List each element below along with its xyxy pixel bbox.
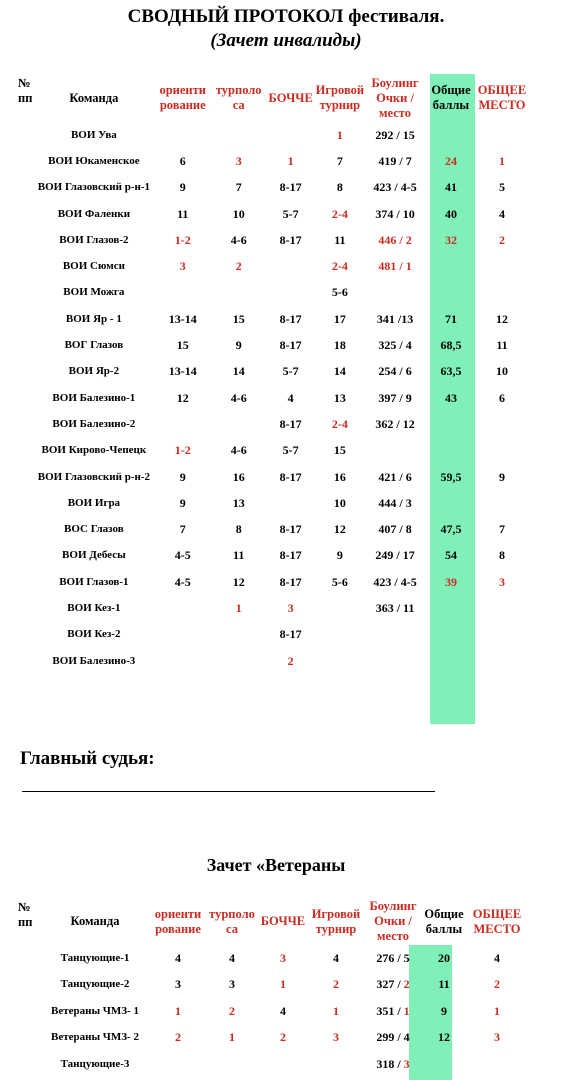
table-row [18, 253, 528, 279]
cell-total: 63,5 [440, 364, 462, 379]
team-name: ВОИ Кирово-Чепецк [41, 444, 147, 457]
cell-orient: 9 [179, 495, 186, 510]
cell-bowling: 397 / 9 [378, 390, 412, 405]
chief-judge-label: Главный судья: [20, 748, 155, 769]
cell-place: 2 [494, 977, 500, 992]
cell-game: 2-4 [331, 259, 348, 274]
column-header: Команда [70, 914, 120, 928]
table-row [18, 332, 528, 358]
cell-game: 12 [333, 522, 346, 537]
cell-turpolosa: 2 [229, 1003, 235, 1018]
cell-turpolosa: 4-6 [230, 232, 247, 247]
cell-orient [154, 595, 212, 621]
cell-place: 5 [498, 180, 505, 195]
cell-turpolosa: 13 [232, 495, 245, 510]
team-name: ВОИ Глазовский р-н-1 [37, 181, 150, 194]
cell-place [476, 438, 528, 464]
cell-bocce: 8-17 [279, 548, 302, 563]
cell-bowling: 407 / 8 [378, 522, 412, 537]
cell-game: 8 [336, 180, 343, 195]
team-name: ВОИ Глазовский р-н-2 [37, 470, 150, 483]
row-number [18, 945, 40, 972]
cell-game: 7 [336, 153, 343, 168]
column-header: ОБЩЕЕ МЕСТО [472, 906, 522, 936]
cell-bowling [364, 1051, 422, 1078]
row-number [18, 122, 34, 148]
table-row [18, 945, 528, 972]
cell-bowling [364, 998, 422, 1025]
cell-place: 8 [498, 548, 505, 563]
cell-bocce: 5-7 [282, 443, 299, 458]
cell-bocce: 4 [287, 390, 294, 405]
column-header: турполо са [215, 83, 262, 112]
cell-place [476, 280, 528, 306]
table-header-row [18, 898, 528, 945]
cell-turpolosa: 10 [232, 206, 245, 221]
row-number [18, 648, 34, 674]
cell-bowling: 363 / 11 [375, 600, 415, 615]
cell-bowling [364, 972, 422, 999]
cell-bowling [364, 648, 426, 674]
cell-orient: 4 [175, 950, 181, 965]
cell-bocce: 8-17 [279, 180, 302, 195]
row-number [18, 516, 34, 542]
bowling-points: 276 / [376, 950, 404, 965]
cell-turpolosa: 16 [232, 469, 245, 484]
cell-bocce: 8-17 [279, 522, 302, 537]
cell-turpolosa: 8 [235, 522, 242, 537]
table-row [18, 569, 528, 595]
cell-orient [154, 122, 212, 148]
cell-total: 32 [444, 232, 457, 247]
cell-total: 41 [444, 180, 457, 195]
cell-turpolosa: 12 [232, 574, 245, 589]
cell-bowling: 446 / 2 [378, 232, 412, 247]
column-header: Боулинг Очки / место [369, 899, 417, 943]
cell-place: 3 [494, 1030, 500, 1045]
cell-bowling: 421 / 6 [378, 469, 412, 484]
cell-turpolosa: 9 [235, 338, 242, 353]
cell-bowling: 362 / 12 [375, 416, 415, 431]
cell-bowling [364, 280, 426, 306]
cell-place [466, 1051, 528, 1078]
cell-bocce: 1 [287, 153, 294, 168]
cell-turpolosa: 1 [229, 1030, 235, 1045]
cell-total [426, 438, 476, 464]
cell-game [316, 622, 364, 648]
cell-bowling [364, 438, 426, 464]
cell-total [422, 1051, 466, 1078]
cell-orient [154, 648, 212, 674]
cell-bowling: 423 / 4-5 [373, 574, 417, 589]
team-name: ВОИ Ува [70, 128, 117, 141]
table-row [18, 359, 528, 385]
cell-total: 24 [444, 153, 457, 168]
cell-game [308, 1051, 364, 1078]
bowling-points: 327 / [376, 977, 404, 992]
cell-orient: 4-5 [174, 574, 191, 589]
cell-bocce [266, 253, 316, 279]
team-name: ВОИ Яр-2 [68, 365, 120, 378]
cell-total: 59,5 [440, 469, 462, 484]
cell-place [476, 411, 528, 437]
cell-orient: 1 [175, 1003, 181, 1018]
row-number [18, 1051, 40, 1078]
cell-total: 54 [444, 548, 457, 563]
cell-game: 10 [333, 495, 346, 510]
cell-turpolosa [212, 411, 266, 437]
table-row [18, 490, 528, 516]
cell-bocce: 3 [280, 950, 286, 965]
row-number [18, 175, 34, 201]
bowling-points: 299 / [376, 1030, 404, 1045]
cell-game: 16 [333, 469, 346, 484]
cell-bocce: 8-17 [279, 574, 302, 589]
table-row [18, 648, 528, 674]
cell-bowling: 254 / 6 [378, 364, 412, 379]
column-header: Игровой турнир [311, 906, 361, 936]
cell-orient [154, 411, 212, 437]
cell-bocce: 8-17 [279, 338, 302, 353]
cell-total: 40 [444, 206, 457, 221]
cell-place [476, 253, 528, 279]
cell-orient: 6 [179, 153, 186, 168]
cell-turpolosa: 1 [235, 600, 242, 615]
cell-turpolosa: 3 [235, 153, 242, 168]
cell-orient [154, 280, 212, 306]
cell-total: 71 [444, 311, 457, 326]
cell-place: 7 [498, 522, 505, 537]
cell-total: 9 [441, 1003, 447, 1018]
cell-bocce: 4 [280, 1003, 286, 1018]
cell-total [426, 411, 476, 437]
row-number [18, 569, 34, 595]
cell-place: 4 [498, 206, 505, 221]
cell-turpolosa: 11 [233, 548, 245, 563]
row-number [18, 359, 34, 385]
cell-orient: 4-5 [174, 548, 191, 563]
cell-orient: 7 [179, 522, 186, 537]
cell-game: 1 [336, 127, 343, 142]
column-header: ориенти рование [154, 906, 202, 936]
cell-orient: 9 [179, 469, 186, 484]
table-row [18, 438, 528, 464]
column-header: ОБЩЕЕ МЕСТО [477, 83, 527, 112]
bowling-place: 5 [403, 950, 410, 965]
results-table-disabled [18, 74, 528, 674]
cell-turpolosa [212, 122, 266, 148]
cell-orient: 9 [179, 180, 186, 195]
column-header: № пп [18, 76, 33, 105]
cell-place: 11 [496, 338, 508, 353]
cell-bocce: 2 [287, 653, 294, 668]
team-name: ВОИ Кез-1 [67, 601, 121, 614]
table-row [18, 998, 528, 1025]
team-name: ВОГ Глазов [64, 339, 124, 352]
row-number [18, 385, 34, 411]
cell-game: 1 [333, 1003, 339, 1018]
cell-bowling: 423 / 4-5 [373, 180, 417, 195]
cell-bocce [266, 280, 316, 306]
cell-orient: 13-14 [168, 364, 197, 379]
page-subtitle: (Зачет инвалиды) [210, 30, 362, 51]
column-header: Команда [69, 90, 119, 105]
cell-turpolosa: 3 [229, 977, 235, 992]
cell-place: 3 [498, 574, 505, 589]
row-number [18, 201, 34, 227]
cell-bocce: 3 [287, 600, 294, 615]
team-name: Танцующие-1 [60, 951, 130, 964]
column-header: № пп [18, 900, 33, 929]
cell-total: 43 [444, 390, 457, 405]
cell-total [426, 648, 476, 674]
cell-orient: 3 [175, 977, 181, 992]
cell-bocce: 8-17 [279, 627, 302, 642]
table-row [18, 227, 528, 253]
table-row [18, 201, 528, 227]
row-number [18, 464, 34, 490]
cell-place: 2 [498, 232, 505, 247]
cell-place: 10 [495, 364, 508, 379]
row-number [18, 280, 34, 306]
cell-turpolosa: 4-6 [230, 390, 247, 405]
column-header: Игровой турнир [315, 83, 365, 112]
table-row [18, 543, 528, 569]
cell-place [476, 595, 528, 621]
cell-bocce: 1 [280, 977, 286, 992]
table-row [18, 622, 528, 648]
table-row [18, 306, 528, 332]
cell-orient: 11 [177, 206, 189, 221]
team-name: Танцующие-2 [60, 978, 130, 991]
cell-game: 5-6 [331, 574, 348, 589]
table-row [18, 385, 528, 411]
cell-total [426, 595, 476, 621]
column-header: Общие баллы [424, 906, 464, 936]
cell-game: 2-4 [331, 416, 348, 431]
table-row [18, 1025, 528, 1052]
cell-place: 4 [494, 950, 500, 965]
cell-turpolosa: 4-6 [230, 443, 247, 458]
table-row [18, 280, 528, 306]
cell-total [426, 253, 476, 279]
team-name: ВОИ Яр - 1 [65, 312, 122, 325]
cell-total: 68,5 [440, 338, 462, 353]
cell-game: 9 [336, 548, 343, 563]
table-row [18, 595, 528, 621]
cell-turpolosa: 4 [229, 950, 235, 965]
team-name: Ветераны ЧМЗ- 1 [51, 1004, 139, 1017]
cell-orient [150, 1051, 206, 1078]
cell-total [426, 122, 476, 148]
bowling-place: 1 [403, 1003, 410, 1018]
cell-total: 20 [438, 950, 450, 965]
team-name: ВОИ Балезино-2 [52, 417, 136, 430]
cell-turpolosa: 14 [232, 364, 245, 379]
row-number [18, 490, 34, 516]
cell-total: 11 [438, 977, 450, 992]
cell-orient: 12 [176, 390, 189, 405]
column-header: БОЧЧЕ [260, 914, 306, 928]
cell-place [476, 648, 528, 674]
cell-game [316, 648, 364, 674]
row-number [18, 253, 34, 279]
results-table-veterans [18, 898, 528, 1078]
row-number [18, 411, 34, 437]
cell-bowling: 249 / 17 [375, 548, 415, 563]
cell-total: 47,5 [440, 522, 462, 537]
table-header-row [18, 74, 528, 122]
bowling-place: 2 [403, 977, 410, 992]
cell-bowling: 292 / 15 [375, 127, 415, 142]
cell-place: 6 [498, 390, 505, 405]
table-row [18, 516, 528, 542]
row-number [18, 227, 34, 253]
cell-turpolosa [212, 648, 266, 674]
team-name: ВОИ Глазов-2 [59, 233, 129, 246]
cell-place: 9 [498, 469, 505, 484]
cell-place: 1 [498, 153, 505, 168]
cell-game: 18 [333, 338, 346, 353]
cell-bocce: 8-17 [279, 232, 302, 247]
team-name: Ветераны ЧМЗ- 2 [51, 1031, 139, 1044]
table-row [18, 464, 528, 490]
cell-place [476, 490, 528, 516]
team-name: ВОИ Фаленки [57, 207, 131, 220]
row-number [18, 148, 34, 174]
cell-bowling: 419 / 7 [378, 153, 412, 168]
cell-total: 12 [438, 1030, 450, 1045]
cell-place [476, 122, 528, 148]
cell-game: 3 [333, 1030, 339, 1045]
column-header: ориенти рование [159, 83, 206, 112]
cell-bocce [266, 122, 316, 148]
column-header: Общие баллы [431, 83, 471, 112]
cell-total [426, 280, 476, 306]
cell-bocce [258, 1051, 308, 1078]
cell-game: 14 [333, 364, 346, 379]
cell-orient: 13-14 [168, 311, 197, 326]
cell-bowling [364, 622, 426, 648]
column-header: БОЧЧЕ [268, 90, 313, 105]
cell-game: 2-4 [331, 206, 348, 221]
row-number [18, 1025, 40, 1052]
table-row [18, 411, 528, 437]
table-row [18, 175, 528, 201]
team-name: ВОИ Сюмси [62, 260, 125, 273]
cell-turpolosa [212, 280, 266, 306]
row-number [18, 595, 34, 621]
cell-orient: 3 [179, 259, 186, 274]
cell-turpolosa [212, 622, 266, 648]
cell-game: 13 [333, 390, 346, 405]
bowling-points: 351 / [376, 1003, 404, 1018]
team-name: ВОИ Балезино-3 [52, 654, 136, 667]
bowling-place: 3 [403, 1056, 410, 1071]
row-number [18, 543, 34, 569]
cell-orient: 15 [176, 338, 189, 353]
cell-bowling: 325 / 4 [378, 338, 412, 353]
cell-bocce: 8-17 [279, 416, 302, 431]
row-number [18, 998, 40, 1025]
cell-turpolosa: 7 [235, 180, 242, 195]
cell-turpolosa: 15 [232, 311, 245, 326]
team-name: ВОИ Игра [67, 496, 121, 509]
cell-game [316, 595, 364, 621]
row-number [18, 622, 34, 648]
row-number [18, 306, 34, 332]
table-row [18, 972, 528, 999]
team-name: ВОИ Дебесы [62, 549, 126, 562]
page-title: СВОДНЫЙ ПРОТОКОЛ фестиваля. [127, 6, 445, 27]
cell-bocce: 8-17 [279, 311, 302, 326]
cell-game: 17 [333, 311, 346, 326]
team-name: Танцующие-3 [60, 1057, 130, 1070]
team-name: ВОИ Балезино-1 [52, 391, 136, 404]
cell-bocce [266, 490, 316, 516]
cell-total [426, 622, 476, 648]
cell-bocce: 5-7 [282, 364, 299, 379]
cell-orient: 1-2 [174, 232, 191, 247]
cell-total: 39 [444, 574, 457, 589]
cell-bocce: 8-17 [279, 469, 302, 484]
bowling-points: 318 / [376, 1056, 404, 1071]
cell-orient [154, 622, 212, 648]
cell-bowling: 481 / 1 [378, 259, 412, 274]
cell-bowling [364, 945, 422, 972]
veterans-title: Зачет «Ветераны [206, 855, 346, 875]
cell-bowling: 444 / 3 [378, 495, 412, 510]
bowling-place: 4 [403, 1030, 410, 1045]
table-row [18, 1051, 528, 1078]
cell-orient: 1-2 [174, 443, 191, 458]
team-name: ВОИ Можга [63, 286, 125, 299]
cell-total [426, 490, 476, 516]
team-name: ВОИ Глазов-1 [59, 575, 129, 588]
team-name: ВОИ Кез-2 [67, 628, 121, 641]
cell-place: 1 [494, 1003, 500, 1018]
cell-bocce: 5-7 [282, 206, 299, 221]
cell-place: 12 [495, 311, 508, 326]
signature-line [22, 791, 435, 792]
team-name: ВОС Глазов [64, 523, 124, 536]
cell-turpolosa: 2 [235, 259, 242, 274]
cell-bocce: 2 [280, 1030, 286, 1045]
row-number [18, 972, 40, 999]
cell-game: 15 [333, 443, 346, 458]
cell-turpolosa [206, 1051, 258, 1078]
team-name: ВОИ Юкаменское [48, 154, 140, 167]
cell-bowling [364, 1025, 422, 1052]
table-row [18, 148, 528, 174]
column-header: Боулинг Очки / место [371, 75, 419, 120]
cell-game: 2 [333, 977, 339, 992]
cell-orient: 2 [175, 1030, 181, 1045]
row-number [18, 438, 34, 464]
cell-place [476, 622, 528, 648]
cell-bowling: 374 / 10 [375, 206, 415, 221]
column-header: турполо са [209, 906, 255, 936]
cell-game: 5-6 [331, 285, 348, 300]
table-row [18, 122, 528, 148]
cell-bowling: 341 /13 [376, 311, 414, 326]
cell-game: 11 [334, 232, 346, 247]
row-number [18, 332, 34, 358]
cell-game: 4 [333, 950, 339, 965]
